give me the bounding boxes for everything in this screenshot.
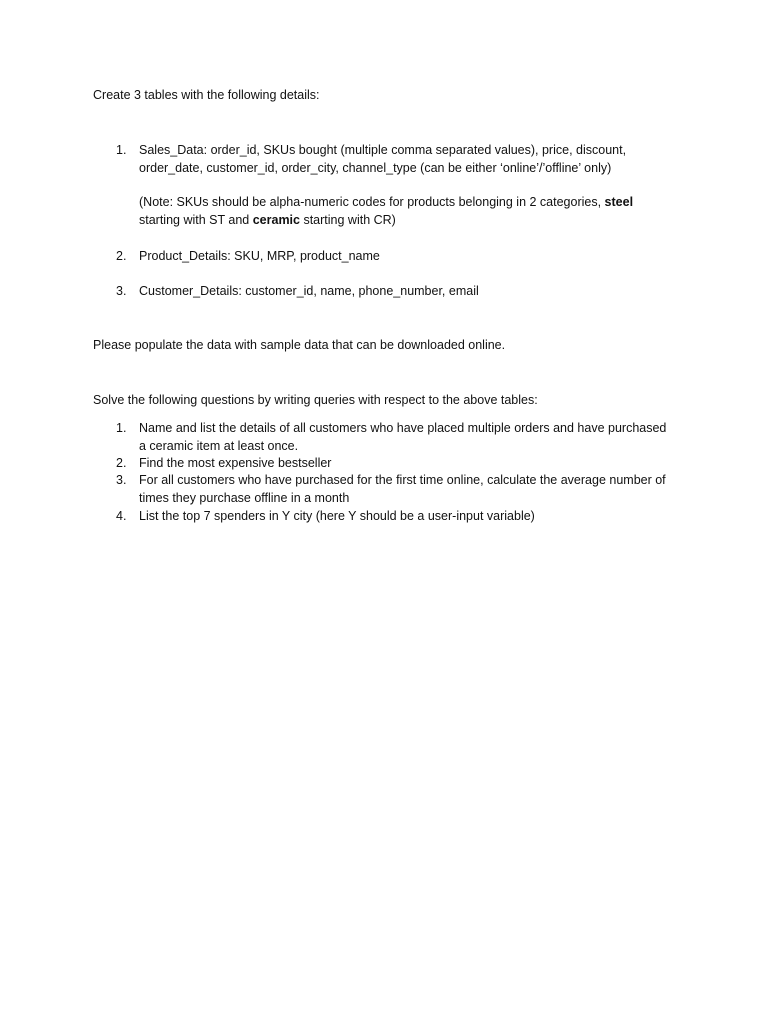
sku-note-ceramic: ceramic (252, 212, 300, 227)
question-3-number: 3. (116, 473, 127, 487)
sku-note-part2: starting with ST and (139, 212, 253, 227)
table-1-text: Sales_Data: order_id, SKUs bought (multiple comma separated values), price, discount, order_date, customer_id, order_city, channel_type (can be either ‘online’/’offline’ only) (139, 143, 627, 175)
sku-note-steel: steel (604, 195, 634, 209)
question-4-text: List the top 7 spenders in Y city (here Y should be a user-input variable) (139, 509, 535, 523)
table-3-number: 3. (116, 284, 127, 298)
question-2-number: 2. (116, 456, 127, 470)
question-3-text: For all customers who have purchased for the first time online, calculate the average number of times they purchase offline in a month (139, 473, 666, 505)
question-2-text: Find the most expensive bestseller (139, 456, 332, 470)
question-1-number: 1. (116, 421, 127, 435)
questions-intro: Solve the following questions by writing queries with respect to the above tables: (93, 393, 538, 407)
question-4-number: 4. (116, 509, 127, 523)
table-1-number: 1. (116, 143, 127, 157)
table-2-number: 2. (116, 249, 127, 263)
question-1-text: Name and list the details of all customers who have placed multiple orders and have purchased a ceramic item at least once. (139, 421, 667, 453)
populate-text: Please populate the data with sample data that can be downloaded online. (93, 338, 506, 352)
table-3-text: Customer_Details: customer_id, name, phone_number, email (139, 284, 479, 298)
sku-note-part3: starting with CR) (299, 212, 396, 227)
sku-note-part1: (Note: SKUs should be alpha-numeric codes for products belonging in 2 categories, (139, 195, 605, 209)
table-2-text: Product_Details: SKU, MRP, product_name (139, 249, 380, 263)
intro-text: Create 3 tables with the following details: (93, 88, 320, 102)
sku-note (139, 194, 669, 229)
